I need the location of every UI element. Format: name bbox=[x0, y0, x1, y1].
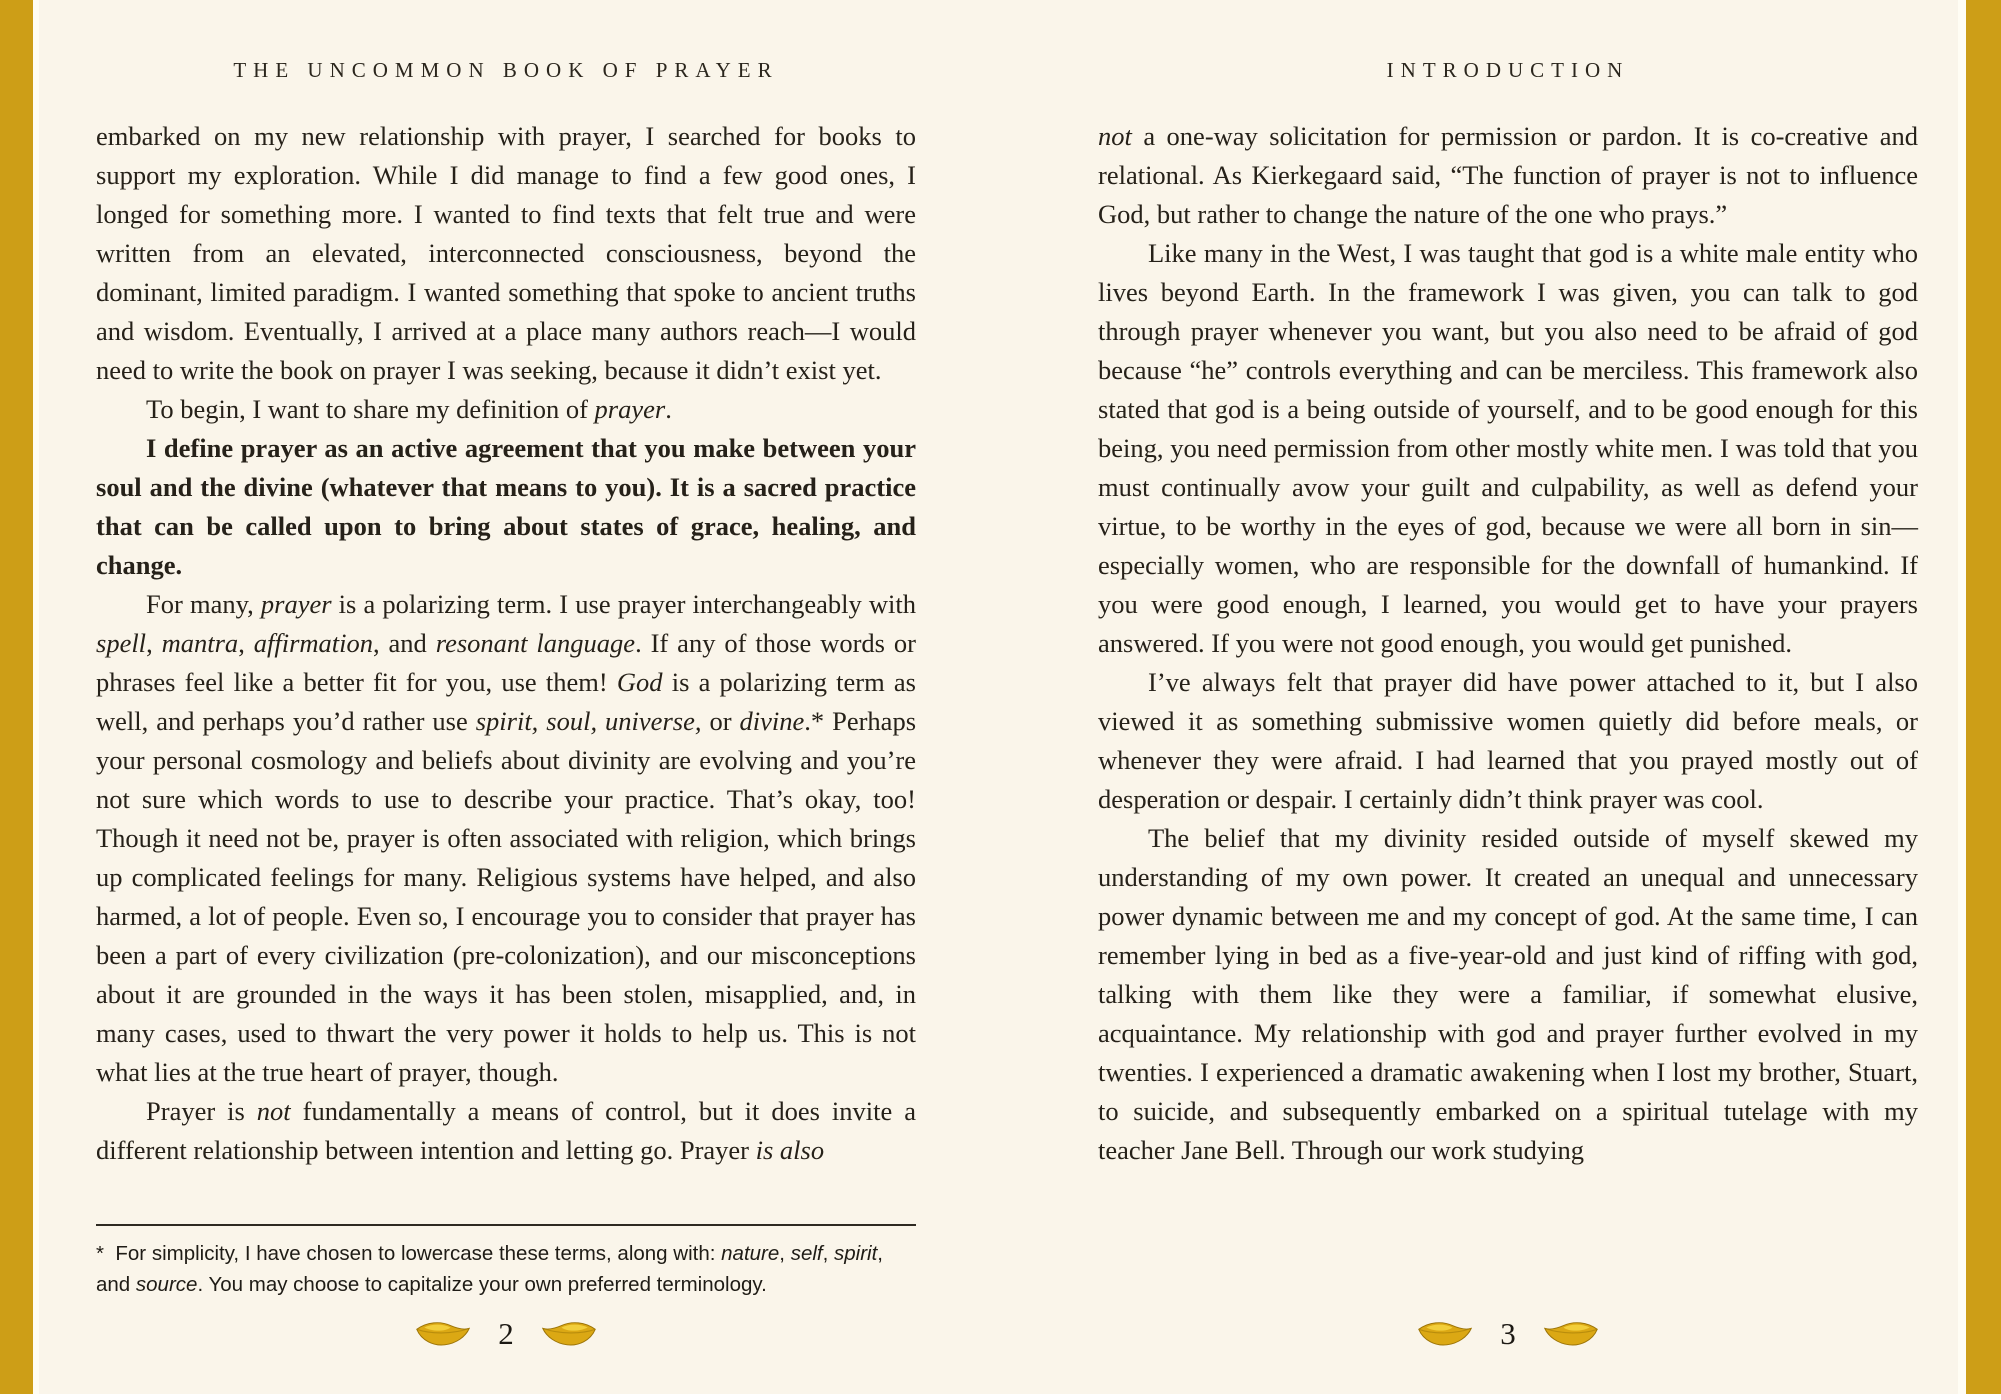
gold-leaf-icon bbox=[540, 1319, 598, 1349]
footnote bbox=[96, 1224, 916, 1300]
running-head-right: INTRODUCTION bbox=[1386, 58, 1630, 82]
cover-edge-right bbox=[1966, 0, 2001, 1394]
page-left bbox=[96, 0, 916, 1394]
footnote-text: * For simplicity, I have chosen to lowercase these terms, along with: nature, self, spirit, and source. You may choose to capitalize your own preferred terminology. bbox=[96, 1242, 883, 1296]
page-edge-highlight-right bbox=[1958, 0, 1966, 1394]
running-head-left: THE UNCOMMON BOOK OF PRAYER bbox=[233, 58, 779, 82]
gold-leaf-icon bbox=[414, 1319, 472, 1349]
folio-left bbox=[96, 1318, 916, 1349]
page-number: 3 bbox=[1500, 1316, 1516, 1351]
footnote-rule bbox=[96, 1224, 916, 1226]
page-body-right: not a one-way solicitation for permission or pardon. It is co-creative and relational. As Kierkegaard said, “The function of prayer is not to influence God, but rather to change the nature of the one who prays.” Like many in the West, I was taught that god is a white male entity who lives beyond Earth. In the framework I was given, you can talk to god through prayer whenever you want, but you also need to be afraid of god because “he” controls everything and can be merciless. This framework also stated that god is a being outside of yourself, and to be good enough for this being, you need permission from other mostly white men. I was told that you must continually avow your guilt and culpability, as well as defend your virtue, to be worthy in the eyes of god, because we were all born in sin—especially women, who are responsible for the downfall of humankind. If you were good enough, I learned, you would get to have your prayers answered. If you were not good enough, you would get punished. I’ve always felt that prayer did have power attached to it, but I also viewed it as something submissive women quietly did before meals, or whenever they were afraid. I had learned that you prayed mostly out of desperation or despair. I certainly didn’t think prayer was cool. The belief that my divinity resided outside of myself skewed my understanding of my own power. It created an unequal and unnecessary power dynamic between me and my concept of god. At the same time, I can remember lying in bed as a five-year-old and just kind of riffing with god, talking with them like they were a familiar, if somewhat elusive, acquaintance. My relationship with god and prayer further evolved in my twenties. I experienced a dramatic awakening when I lost my brother, Stuart, to suicide, and subsequently embarked on a spiritual tutelage with my teacher Jane Bell. Through our work studying bbox=[1098, 121, 1918, 1165]
gold-leaf-icon bbox=[1416, 1319, 1474, 1349]
folio-right bbox=[1098, 1318, 1918, 1349]
page-number: 2 bbox=[498, 1316, 514, 1351]
cover-edge-left bbox=[0, 0, 33, 1394]
page-body-left: embarked on my new relationship with prayer, I searched for books to support my exploration. While I did manage to find a few good ones, I longed for something more. I wanted to find texts that felt true and were written from an elevated, interconnected consciousness, beyond the dominant, limited paradigm. I wanted something that spoke to ancient truths and wisdom. Eventually, I arrived at a place many authors reach—I would need to write the book on prayer I was seeking, because it didn’t exist yet. To begin, I want to share my definition of prayer. I define prayer as an active agreement that you make between your soul and the divine (whatever that means to you). It is a sacred practice that can be called upon to bring about states of grace, healing, and change. For many, prayer is a polarizing term. I use prayer interchangeably with spell, mantra, affirmation, and resonant language. If any of those words or phrases feel like a better fit for you, use them! God is a polarizing term as well, and perhaps you’d rather use spirit, soul, universe, or divine.* Perhaps your personal cosmology and beliefs about divinity are evolving and you’re not sure which words to use to describe your practice. That’s okay, too! Though it need not be, prayer is often associated with religion, which brings up complicated feelings for many. Religious systems have helped, and also harmed, a lot of people. Even so, I encourage you to consider that prayer has been a part of every civilization (pre-colonization), and our misconceptions about it are grounded in the ways it has been stolen, misapplied, and, in many cases, used to thwart the very power it holds to help us. This is not what lies at the true heart of prayer, though. Prayer is not fundamentally a means of control, but it does invite a different relationship between intention and letting go. Prayer is also bbox=[96, 121, 917, 1165]
page-right bbox=[1098, 0, 1918, 1394]
gold-leaf-icon bbox=[1542, 1319, 1600, 1349]
page-edge-highlight-left bbox=[33, 0, 39, 1394]
